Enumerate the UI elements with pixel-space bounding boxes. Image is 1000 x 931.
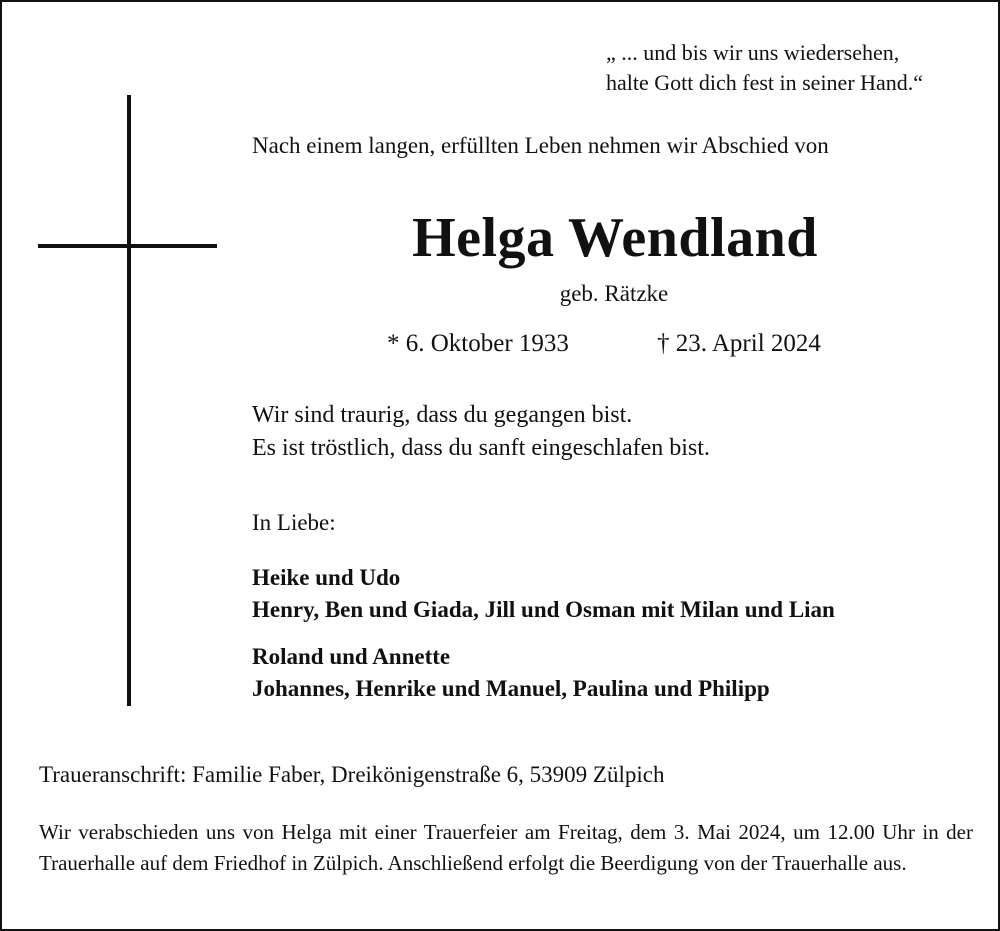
birth-date: * 6. Oktober 1933 [387,330,569,357]
motto-quote [606,38,923,98]
poem-text [252,399,710,465]
deceased-name: Helga Wendland [412,207,818,269]
family-group [252,641,770,705]
poem-line-1: Wir sind traurig, dass du gegangen bist. [252,402,633,428]
maiden-name: geb. Rätzke [559,281,669,306]
cross-icon [127,95,131,706]
motto-line-2: halte Gott dich fest in seiner Hand.“ [606,70,924,95]
ceremony-details: Wir verabschieden uns von Helga mit einer Trauerfeier am Freitag, dem 3. Mai 2024, um 12.00 Uhr in der Trauerhalle auf dem Friedhof in Zülpich. Anschließend erfolgt die Beerdigung von der Trauerhalle aus. [39,820,973,875]
family-parents: Roland und Annette [252,644,451,669]
in-love-label: In Liebe: [252,510,336,535]
intro-text: Nach einem langen, erfüllten Leben nehmen wir Abschied von [252,133,829,158]
mourning-address: Traueranschrift: Familie Faber, Dreikönigenstraße 6, 53909 Zülpich [39,762,665,787]
poem-line-2: Es ist tröstlich, dass du sanft eingeschlafen bist. [252,435,710,461]
death-date: † 23. April 2024 [657,330,821,357]
family-parents: Heike und Udo [252,565,401,590]
family-children: Henry, Ben und Giada, Jill und Osman mit Milan und Lian [252,597,835,622]
family-children: Johannes, Henrike und Manuel, Paulina und Philipp [252,676,770,701]
motto-line-1: „ ... und bis wir uns wiedersehen, [606,40,900,65]
family-group [252,562,835,626]
